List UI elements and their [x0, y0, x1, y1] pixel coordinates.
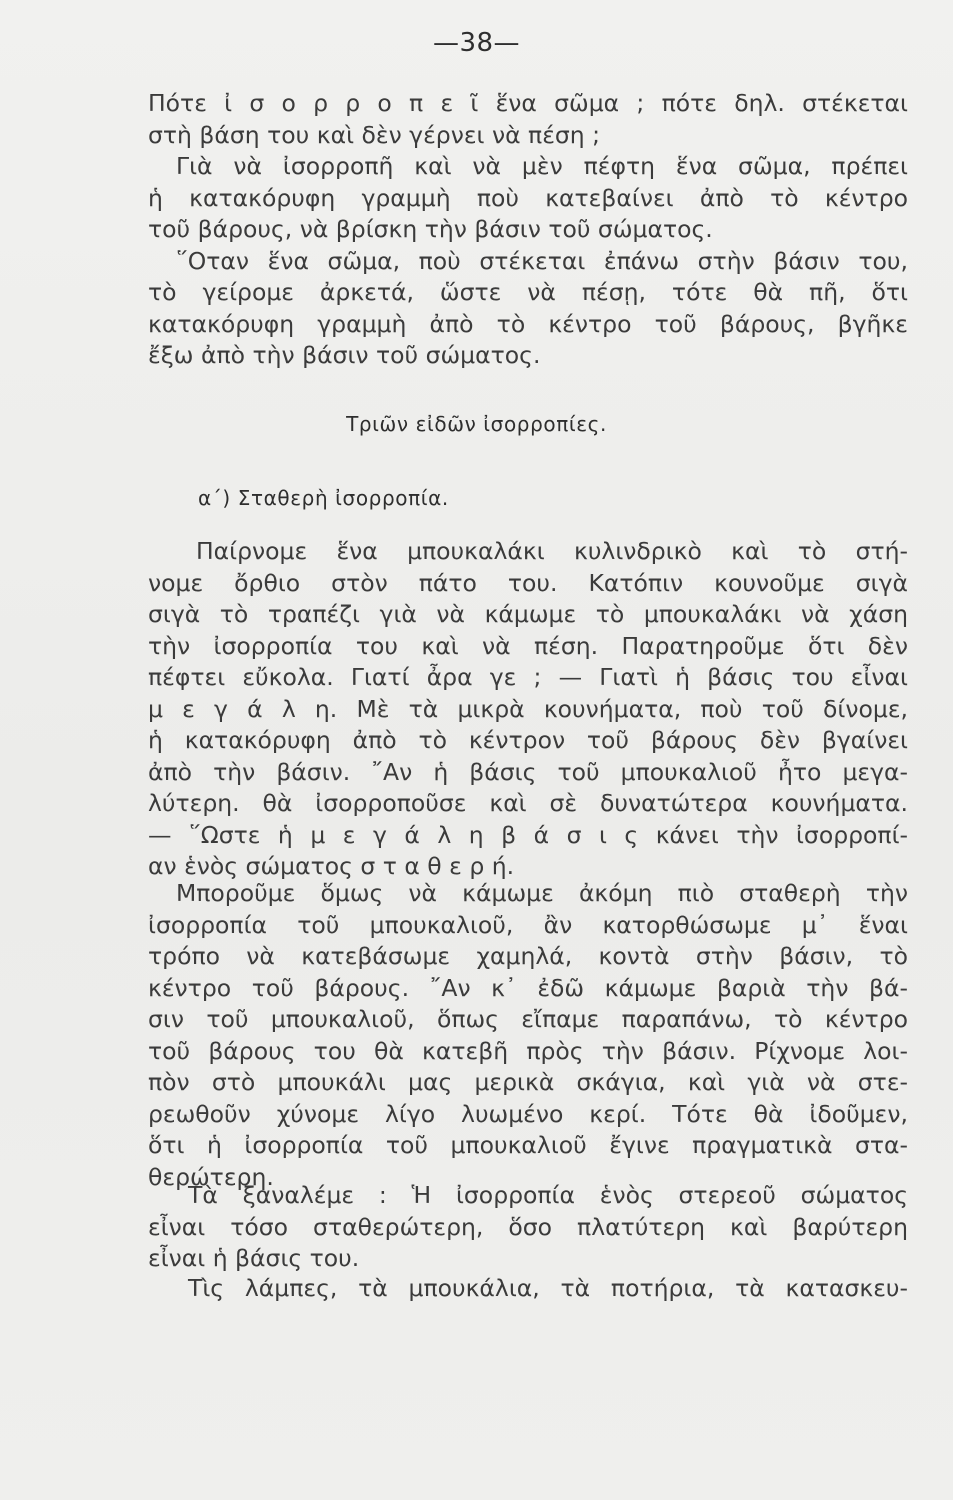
- text-line: τὸ γείρομε ἀρκετά, ὥστε νὰ πέσῃ, τότε θὰ πῆ, ὅτι: [148, 278, 908, 306]
- text-line: θερώτερη.: [148, 1162, 274, 1191]
- text-line: στὴ βάση του καὶ δὲν γέρνει νὰ πέση ;: [148, 120, 601, 149]
- text-line: κέντρο τοῦ βάρους. ῎Αν κ᾿ ἐδῶ κάμωμε βαριὰ τὴν βά-: [148, 973, 908, 1002]
- paragraph-continuation: [148, 1273, 908, 1305]
- text-line: ρεωθοῦν χύνομε λίγο λυωμένο κερί. Τότε θὰ ἰδοῦμεν,: [148, 1099, 908, 1128]
- text-line: μ ε γ ά λ η. Μὲ τὰ μικρὰ κουνήματα, ποὺ τοῦ δίνομε,: [148, 694, 908, 723]
- text-line: ἀπὸ τὴν βάσιν. ῎Αν ἡ βάσις τοῦ μπουκαλιοῦ ἦτο μεγα-: [148, 757, 908, 786]
- text-line: ῞Οταν ἕνα σῶμα, ποὺ στέκεται ἐπάνω στὴν βάσιν του,: [176, 246, 908, 275]
- text-line: ἡ κατακόρυφη γραμμὴ ποὺ κατεβαίνει ἀπὸ τὸ κέντρο: [148, 183, 908, 212]
- text-line: πέφτει εὔκολα. Γιατί ἆρα γε ; — Γιατὶ ἡ βάσις του εἶναι: [148, 663, 908, 691]
- page-number: —38—: [432, 28, 521, 58]
- paragraph-summary: [148, 1180, 908, 1275]
- text-line: — ῞Ωστε ἡ μ ε γ ά λ η β ά σ ι ς κάνει τὴν ἰσορροπί-: [148, 820, 908, 849]
- text-line: Πότε ἰ σ ο ρ ρ ο π ε ῖ ἕνα σῶμα ; πότε δηλ. στέκεται: [148, 89, 908, 117]
- text-line: Τὶς λάμπες, τὰ μπουκάλια, τὰ ποτήρια, τὰ κατασκευ-: [188, 1274, 908, 1302]
- text-line: τρόπο νὰ κατεβάσωμε χαμηλά, κοντὰ στὴν βάσιν, τὸ: [148, 942, 908, 970]
- paragraph-intro: [148, 88, 908, 372]
- text-line: ὅτι ἡ ἰσορροπία τοῦ μπουκαλιοῦ ἔγινε πραγματικὰ στα-: [148, 1131, 908, 1159]
- paragraph-center-of-gravity: [148, 878, 908, 1193]
- text-line: εἶναι τόσο σταθερώτερη, ὅσο πλατύτερη καὶ βαρύτερη: [148, 1212, 908, 1241]
- text-line: σιγὰ τὸ τραπέζι γιὰ νὰ κάμωμε τὸ μπουκαλάκι νὰ χάση: [148, 600, 908, 628]
- text-line: αν ἑνὸς σώματος σ τ α θ ε ρ ή.: [148, 852, 515, 880]
- text-line: ἔξω ἀπὸ τὴν βάσιν τοῦ σώματος.: [148, 341, 541, 369]
- text-line: ἡ κατακόρυφη ἀπὸ τὸ κέντρον τοῦ βάρους δὲν βγαίνει: [148, 726, 908, 754]
- paragraph-stable-equilibrium: [148, 536, 908, 883]
- text-line: τοῦ βάρους του θὰ κατεβῆ πρὸς τὴν βάσιν. Ρίχνομε λοι-: [148, 1036, 908, 1065]
- text-line: λύτερη. θὰ ἰσορροποῦσε καὶ σὲ δυνατώτερα κουνήματα.: [148, 789, 908, 817]
- text-line: ἰσορροπία τοῦ μπουκαλιοῦ, ἂν κατορθώσωμε μ᾿ ἕναι: [148, 910, 908, 939]
- text-line: εἶναι ἡ βάσις του.: [148, 1244, 360, 1272]
- subsection-title: α΄) Σταθερὴ ἰσορροπία.: [198, 486, 449, 510]
- text-line: τὴν ἰσορροπία του καὶ νὰ πέση. Παρατηροῦμε ὅτι δὲν: [148, 631, 908, 660]
- text-line: σιν τοῦ μπουκαλιοῦ, ὅπως εἴπαμε παραπάνω, τὸ κέντρο: [148, 1005, 908, 1033]
- text-line: Γιὰ νὰ ἰσορροπῆ καὶ νὰ μὲν πέφτη ἕνα σῶμα, πρέπει: [176, 152, 908, 180]
- section-title: Τριῶν εἰδῶν ἰσορροπίες.: [346, 412, 607, 436]
- text-line: πὸν στὸ μπουκάλι μας μερικὰ σκάγια, καὶ γιὰ νὰ στε-: [148, 1068, 908, 1096]
- text-line: Μποροῦμε ὅμως νὰ κάμωμε ἀκόμη πιὸ σταθερὴ τὴν: [176, 879, 908, 907]
- text-line: κατακόρυφη γραμμὴ ἀπὸ τὸ κέντρο τοῦ βάρους, βγῆκε: [148, 309, 908, 338]
- text-line: νομε ὄρθιο στὸν πάτο του. Κατόπιν κουνοῦμε σιγὰ: [148, 568, 908, 597]
- text-line: τοῦ βάρους, νὰ βρίσκη τὴν βάσιν τοῦ σώματος.: [148, 215, 713, 243]
- text-line: Παίρνομε ἕνα μπουκαλάκι κυλινδρικὸ καὶ τὸ στή-: [196, 537, 908, 565]
- text-line: Τὰ ξαναλέμε : Ἡ ἰσορροπία ἑνὸς στερεοῦ σώματος: [188, 1181, 908, 1209]
